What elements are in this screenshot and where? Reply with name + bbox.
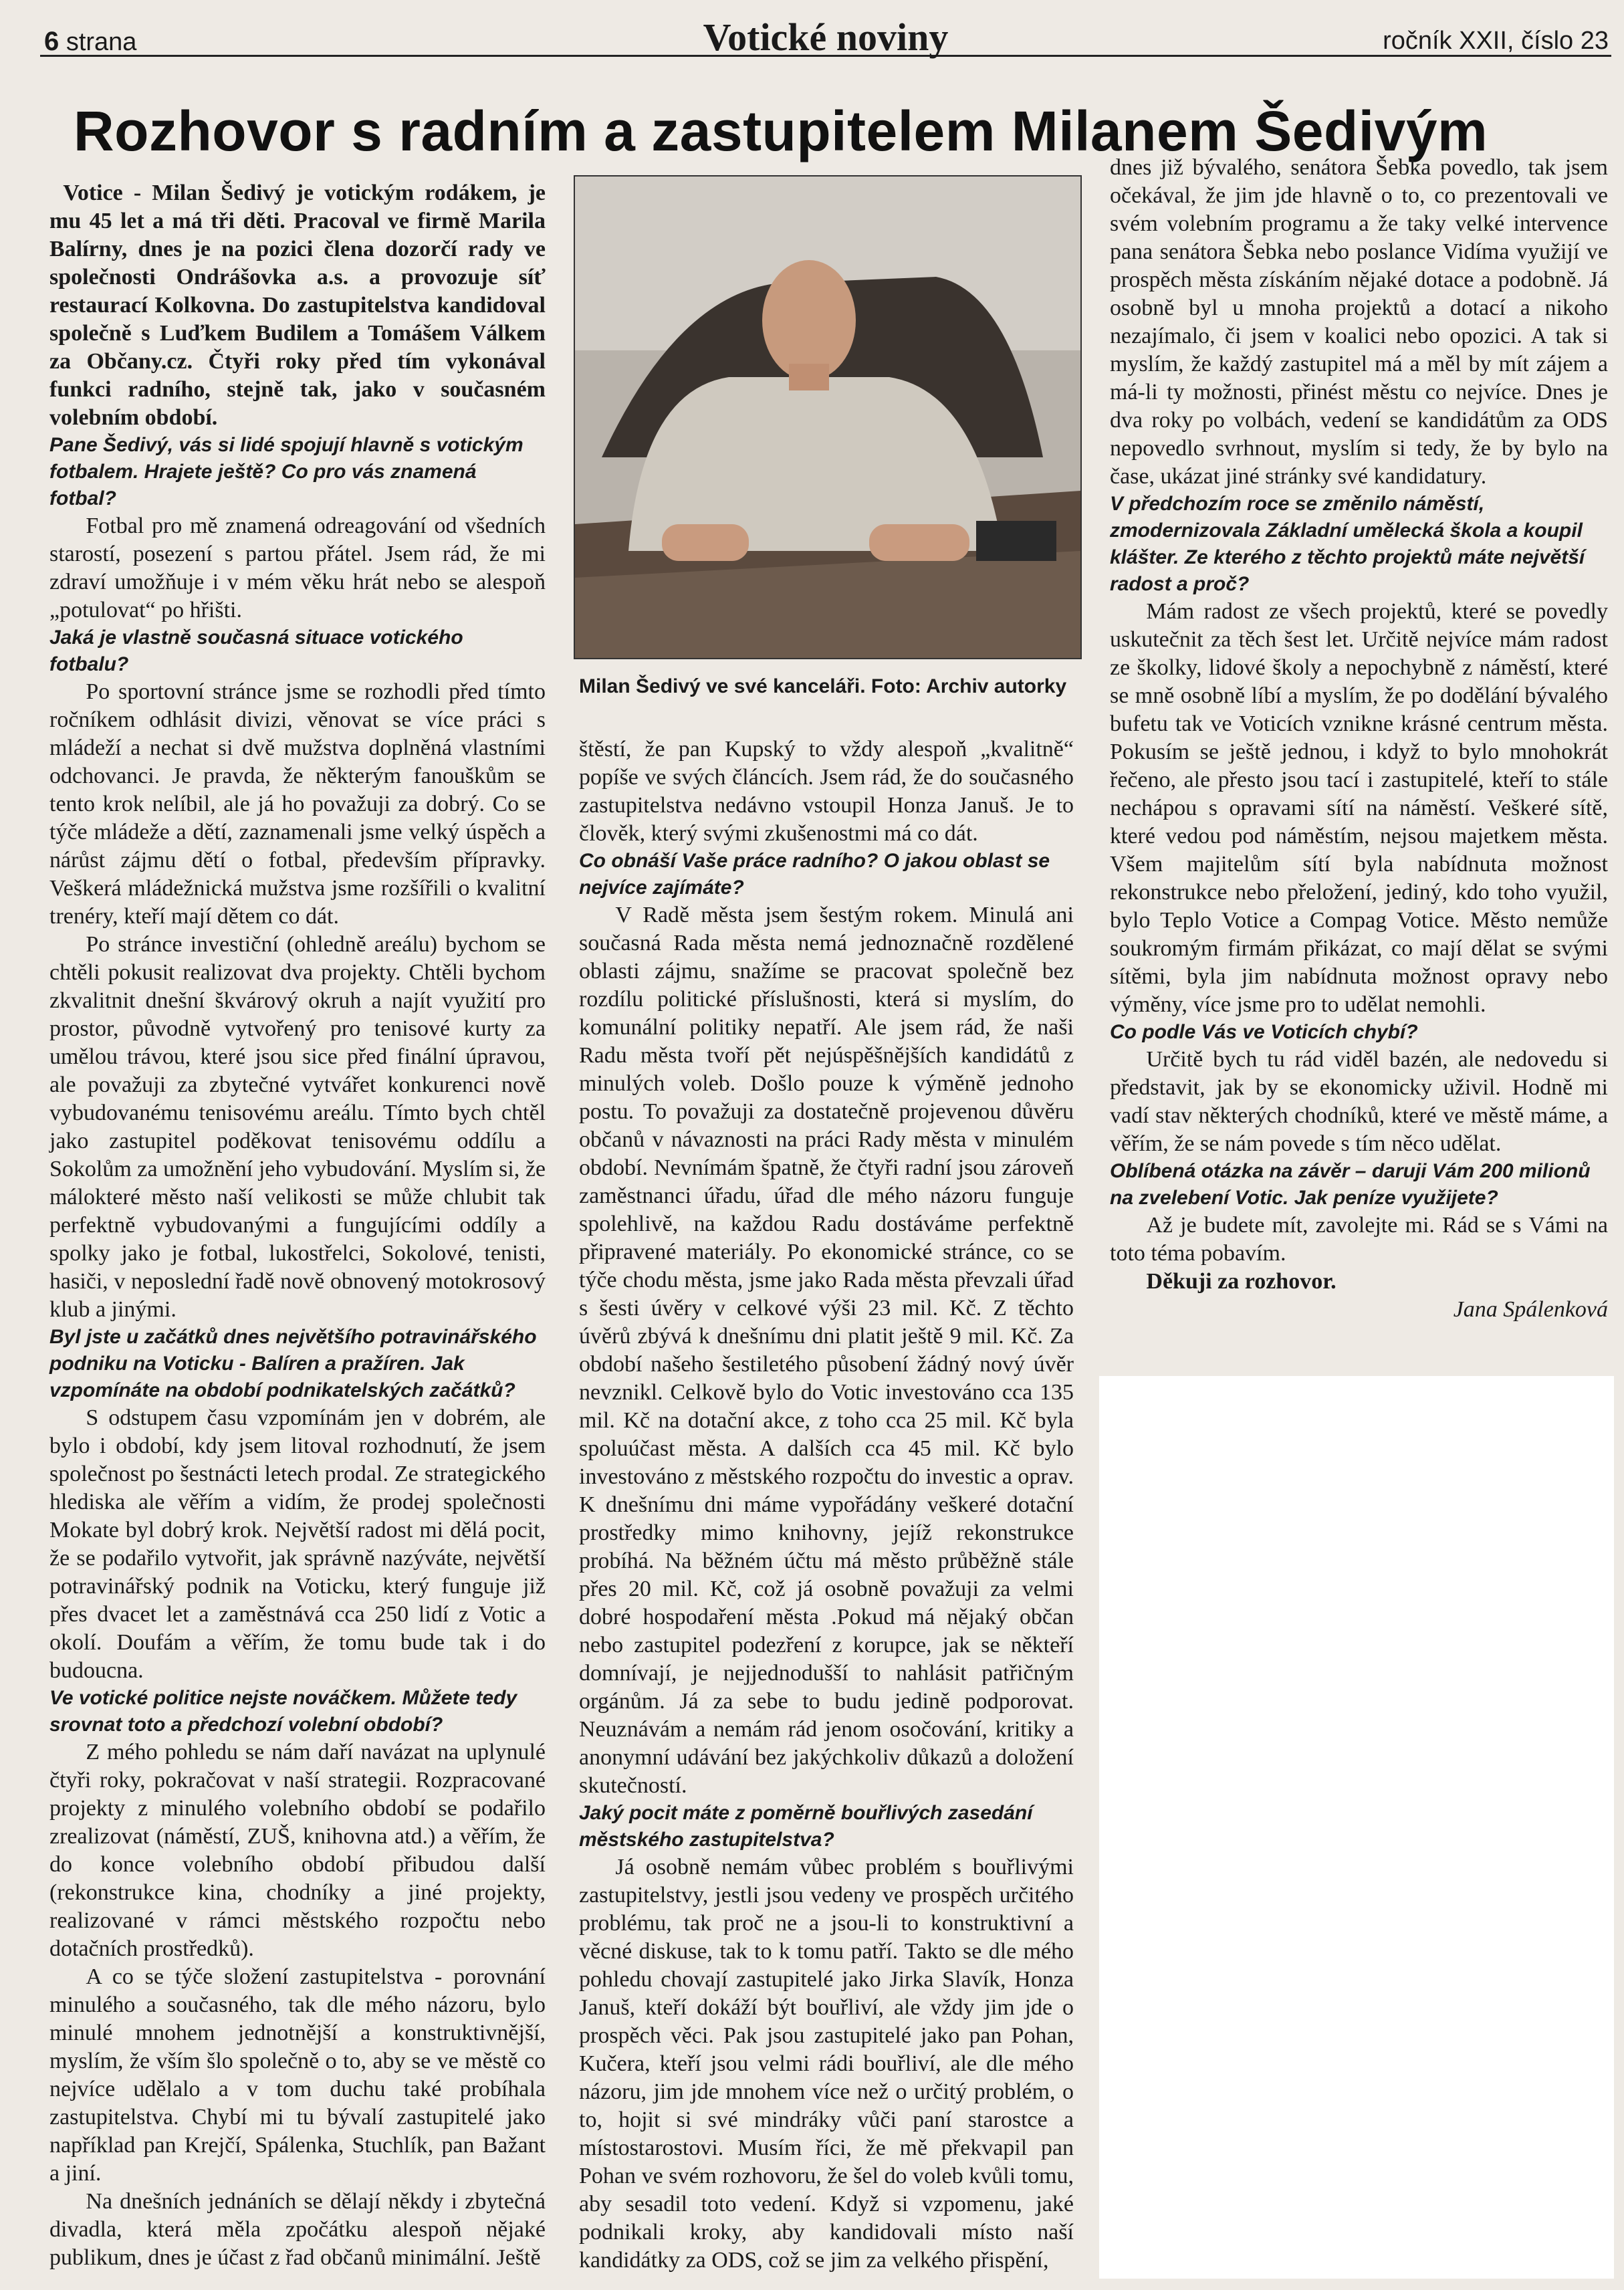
interview-question: Jaký pocit máte z poměrně bouřlivých zasedání městského zastupitelstva? [579, 1802, 1033, 1851]
article-column-2 [579, 735, 1074, 2275]
article-author: Jana Spálenková [1453, 1297, 1608, 1322]
interview-question: Pane Šedivý, vás si lidé spojují hlavně s votickým fotbalem. Hrajete ještě? Co pro vás znamená fotbal? [49, 434, 524, 509]
newspaper-title: Votické noviny [703, 15, 949, 59]
interview-answer: V Radě města jsem šestým rokem. Minulá ani současná Rada města nemá jednoznačně rozdělené oblasti zájmu, snažíme se pracovat společně bez rozdílu politické příslušnosti, která si myslím, do komunální politiky nepatří. Ale jsem rád, že naši Radu města tvoří pět nejúspěšnějších kandidátů z minulých voleb. Došlo pouze k výměně jednoho postu. To považuji za dostatečně projevenou důvěru občanů v návaznosti na práci Rady města v minulém období. Nevnímám špatně, že čtyři radní jsou zároveň zaměstnanci úřadu, úřad dle mého názoru funguje spolehlivě, na každou Radu dostáváme perfektně připravené materiály. Po ekonomické stránce, co se týče chodu města, jsme jako Rada města převzali úřad s šesti úvěry v celkové výši 23 mil. Kč. Z těchto úvěrů zbývá k dnešnímu dni platit ještě 9 mil. Kč. Za období našeho šestiletého působení žádný nový úvěr nevznikl. Celkově bylo do Votic investováno cca 135 mil. Kč na dotační akce, z toho cca 25 mil. Kč byla spoluúčast města. A dalších cca 45 mil. Kč bylo investováno z městského rozpočtu do investic a oprav. K dnešnímu dni máme vypořádány veškeré dotační prostředky mimo knihovny, jejíž rekonstrukce probíhá. Na běžném účtu má město průběžně stále přes 20 mil. Kč, což já osobně považuji za velmi dobré hospodaření města .Pokud má nějaký občan nebo zastupitel podezření z korupce, jak se někteří domnívají, je nejjednodušší to nahlásit patřičným orgánům. Já za sebe to budu jedině podporovat. Neuznávám a nemám rád jenom osočování, kritiky a anonymní udávání bez jakýchkoliv důkazů a doložení skutečností. [579, 903, 1074, 1798]
interview-answer: Až je budete mít, zavolejte mi. Rád se s Vámi na toto téma pobavím. [1110, 1213, 1608, 1266]
photo-caption: Milan Šedivý ve své kanceláři. Foto: Archiv autorky [579, 675, 1067, 697]
article-column-3 [1110, 154, 1608, 1324]
interview-answer: Určitě bych tu rád viděl bazén, ale nedovedu si představit, jak by se ekonomicky uživil. Hodně mi vadí stav některých chodníků, které ve městě máme, a věřím, že se nám povede s tím něco udělat. [1110, 1047, 1608, 1156]
interview-question: Byl jste u začátků dnes největšího potravinářského podniku na Voticku - Balíren a pražíren. Jak vzpomínáte na období podnikatelských začátků? [49, 1326, 537, 1401]
closing-thanks: Děkuji za rozhovor. [1146, 1269, 1337, 1294]
interview-answer: Po sportovní stránce jsme se rozhodli před tímto ročníkem odhlásit divizi, věnovat se více práci s mládeží a nechat si dvě mužstva doplněná vlastními odchovanci. Je pravda, že některým fanouškům se tento krok nelíbil, ale já ho považuji za dobrý. Co se týče mládeže a dětí, zaznamenali jsme velký úspěch a nárůst zájmu dětí o fotbal, především přípravky. Veškerá mládežnická mužstva jsme rozšířili o kvalitní trenéry, kteří mají dětem co dát. [49, 679, 546, 929]
continued-paragraph: štěstí, že pan Kupský to vždy alespoň „kvalitně“ popíše ve svých článcích. Jsem rád, že do současného zastupitelstva nedávno vstoupil Honza Januš. Je to člověk, který svými zkušenostmi má co dát. [579, 737, 1074, 846]
interview-answer: S odstupem času vzpomínám jen v dobrém, ale bylo i období, kdy jsem litoval rozhodnutí, že jsem společnost po šestnácti letech prodal. Ze strategického hlediska ale věřím a vidím, že prodej společnosti Mokate byl dobrý krok. Největší radost mi dělá pocit, že se podařilo vytvořit, jak správně nazýváte, největší potravinářský podnik na Voticku, který funguje již přes dvacet let a zaměstnává cca 250 lidí z Votic a okolí. Doufám a věřím, že tomu bude tak i do budoucna. [49, 1405, 546, 1683]
interview-question: Oblíbená otázka na závěr – daruji Vám 200 milionů na zvelebení Votic. Jak peníze využijete? [1110, 1160, 1591, 1209]
issue-info: ročník XXII, číslo 23 [1383, 27, 1609, 55]
interview-answer: Po stránce investiční (ohledně areálu) bychom se chtěli pokusit realizovat dva projekty. Chtěli bychom zkvalitnit dnešní škvárový okruh a najít využití pro prostor, původně vytvořený pro tenisové kurty za umělou trávou, které jsou sice před finální úpravou, ale považuji za zbytečné vytvářet konkurenci nově vybudovanému tenisovému areálu. Tímto bych chtěl jako zastupitel poděkovat tenisovému oddílu a Sokolům za umožnění jeho vybudování. Myslím si, že málokteré město naší velikosti se může chlubit tak perfektně vybudovanými a fungujícími oddíly a spolky jako je fotbal, lukostřelci, Sokolové, tenisti, hasiči, v neposlední řadě nově obnovený motokrosový klub a jinými. [49, 932, 546, 1322]
article-column-1 [49, 179, 546, 2272]
continued-paragraph: dnes již bývalého, senátora Šebka povedlo, tak jsem očekával, že jim jde hlavně o to, co prezentovali ve svém volebním programu a že taky velké intervence pana senátora Šebka nebo poslance Vidíma využijí ve prospěch města získáním nějaké dotace a podobně. Já osobně byl u mnoha projektů a dotací a nikoho nezajímalo, či jsem v koalici nebo opozici. A tak si myslím, že každý zastupitel má a měl by mít zájem a má-li ty možnosti, přinést městu co nejvíce. Dnes je dva roky po volbách, vedení se kandidátům za ODS nepovedlo svrhnout, myslím si tedy, že by bylo na čase, ukázat jiné stránky své kandidatury. [1110, 155, 1608, 489]
article-photo [574, 175, 1082, 659]
interview-answer: Fotbal pro mě znamená odreagování od všedních starostí, posezení s partou přátel. Jsem rád, že mi zdraví umožňuje i v mém věku hrát nebo se alespoň „potulovat“ po hřišti. [49, 513, 546, 622]
interview-answer: Já osobně nemám vůbec problém s bouřlivými zastupitelstvy, jestli jsou vedeny ve prospěch určitého problému, tak proč ne a jsou-li to konstruktivní a věcné diskuse, tak to k tomu patří. Takto se dle mého pohledu chovají zastupitelé jako Jirka Slavík, Honza Januš, kteří dokáží být bouřliví, ale vždy jim jde o prospěch věci. Pak jsou zastupitelé jako pan Pohan, Kučera, kteří jsou velmi rádi bouřliví, ale dle mého názoru, jim jde mnohem více než o určitý problém, o to, hojit si své mindráky vůči paní starostce a místostarostovi. Musím říci, že mě překvapil pan Pohan ve svém rozhovoru, že šel do voleb kvůli tomu, aby sesadil toto vedení. Když si vzpomenu, jaké podnikali kroky, aby kandidovali místo naší kandidátky za ODS, což se jim za velkého přispění, [579, 1855, 1074, 2273]
interview-answer: Na dnešních jednáních se dělají někdy i zbytečná divadla, která měla zpočátku alespoň nějaké publikum, dnes je účast z řad občanů minimální. Ještě [49, 2189, 546, 2270]
interview-question: Co podle Vás ve Voticích chybí? [1110, 1021, 1418, 1043]
page-number: 6 strana [44, 27, 137, 56]
interview-question: Co obnáší Vaše práce radního? O jakou oblast se nejvíce zajímáte? [579, 850, 1050, 899]
article-lead: Votice - Milan Šedivý je votickým rodákem, je mu 45 let a má tři děti. Pracoval ve firmě Marila Balírny, dnes je na pozici člena dozorčí rady ve společnosti Ondrášovka a.s. a provozuje síť restaurací Kolkovna. Do zastupitelstva kandidoval společně s Luďkem Budilem a Tomášem Válkem za Občany.cz. Čtyři roky před tím vykonával funkci radního, stejně tak, jako v současném volebním období. [49, 181, 546, 430]
blank-area [1099, 1376, 1614, 2279]
page-header [40, 15, 1611, 57]
interview-answer: Z mého pohledu se nám daří navázat na uplynulé čtyři roky, pokračovat v naší strategii. Rozpracované projekty z minulého volebního období se podařilo zrealizovat (náměstí, ZUŠ, knihovna atd.) a věřím, že do konce volebního období přibudou další (rekonstrukce kina, chodníky a jiné projekty, realizované v rámci městského rozpočtu nebo dotačních prostředků). [49, 1740, 546, 1961]
interview-question: Jaká je vlastně současná situace votického fotbalu? [49, 626, 463, 675]
article-headline: Rozhovor s radním a zastupitelem Milanem Šedivým [74, 100, 1488, 162]
interview-question: Ve votické politice nejste nováčkem. Můžete tedy srovnat toto a předchozí volební období? [49, 1687, 517, 1736]
interview-answer: A co se týče složení zastupitelstva - porovnání minulého a současného, tak dle mého názoru, bylo minulé mnohem jednotnější a konstruktivnější, myslím, že vším šlo společně o to, aby se ve městě co nejvíce udělalo a v tom duchu také probíhala zastupitelstva. Chybí mi tu bývalí zastupitelé jako například pan Krejčí, Spálenka, Stuchlík, pan Bažant a jiní. [49, 1964, 546, 2186]
interview-question: V předchozím roce se změnilo náměstí, zmodernizovala Základní umělecká škola a koupil klášter. Ze kterého z těchto projektů máte největší radost a proč? [1110, 493, 1585, 595]
interview-answer: Mám radost ze všech projektů, které se povedly uskutečnit za těch šest let. Určitě nejvíce mám radost ze školky, lidové školy a nepochybně z náměstí, které se mně osobně líbí a myslím, že po dodělání bývalého bufetu tak ve Voticích vznikne krásné centrum města. Pokusím se ještě jednou, i když to bylo mnohokrát řečeno, ale přesto jsou tací i zastupitelé, kteří to stále nechápou s opravami sítí na náměstí. Veškeré sítě, které vedou pod náměstím, nejsou majetkem města. Všem majitelům sítí byla nabídnuta možnost rekonstrukce nebo přeložení, jediný, kdo toho využil, bylo Teplo Votice a Compag Votice. Město nemůže soukromým firmám přikázat, co mají dělat se svými sítěmi, byla jim nabídnuta možnost opravy nebo výměny, více jsme pro to udělat nemohli. [1110, 599, 1608, 1017]
